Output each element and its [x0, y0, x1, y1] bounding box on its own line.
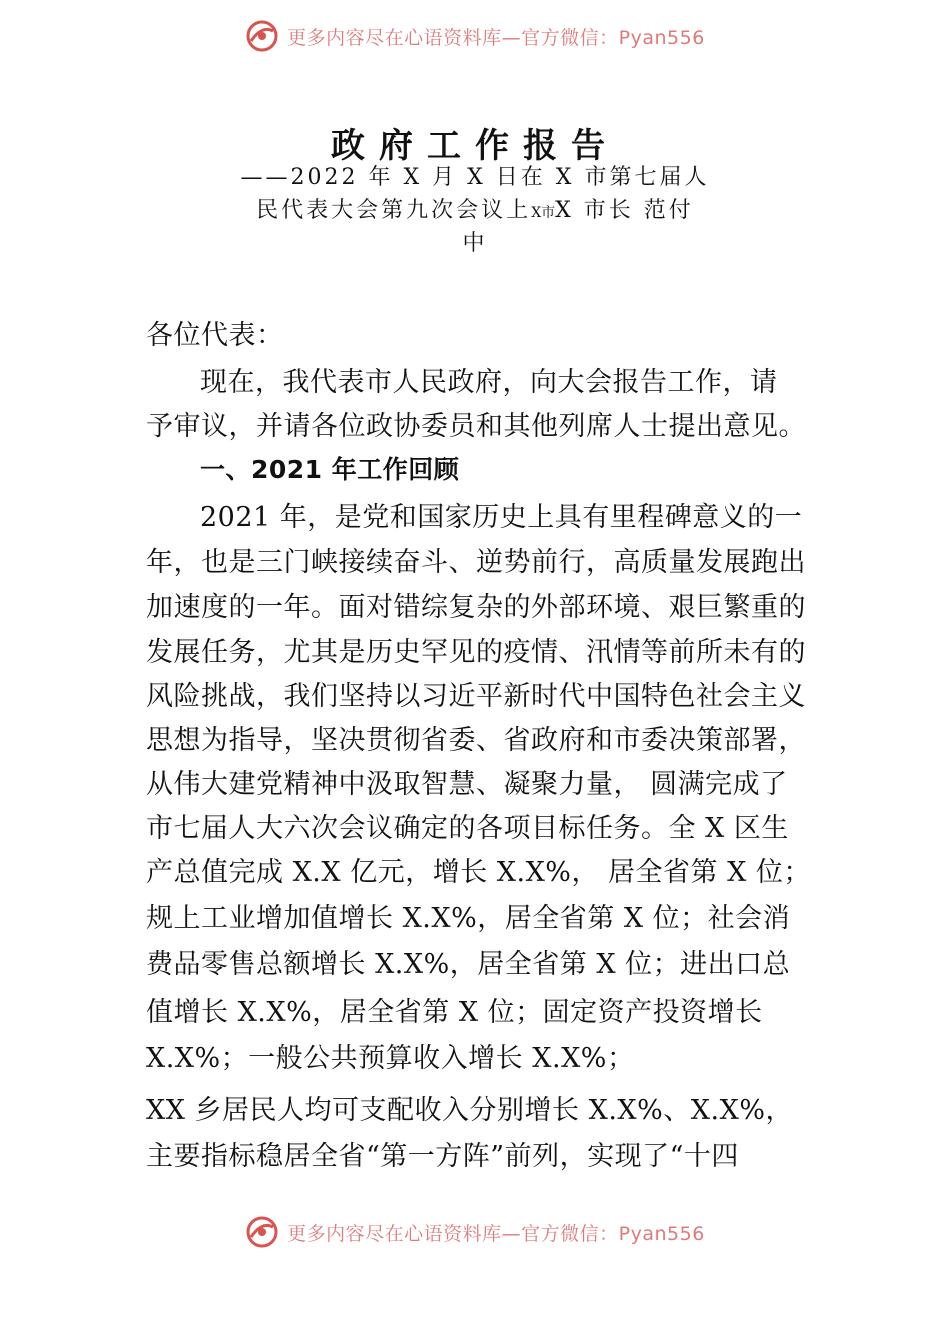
watermark-logo-icon: [245, 19, 279, 53]
paragraph-line: 风险挑战，我们坚持以习近平新时代中国特色社会主义: [146, 681, 806, 712]
document-title: 政府工作报告: [331, 126, 619, 166]
paragraph-line: XX 乡居民人均可支配收入分别增长 X.X%、X.X%，: [146, 1095, 793, 1126]
paragraph-line: 值增长 X.X%，居全省第 X 位；固定资产投资增长: [146, 997, 763, 1028]
paragraph-line: 予审议，并请各位政协委员和其他列席人士提出意见。: [146, 411, 806, 442]
paragraph-line: 市七届人大六次会议确定的各项目标任务。全 X 区生: [146, 813, 789, 844]
subtitle-line-2: [0, 193, 950, 224]
paragraph-line: 2021 年，是党和国家历史上具有里程碑意义的一: [200, 502, 803, 533]
paragraph-line: 年，也是三门峡接续奋斗、逆势前行，高质量发展跑出: [146, 547, 806, 578]
paragraph-line: 思想为指导，坚决贯彻省委、省政府和市委决策部署，: [146, 725, 806, 756]
paragraph-line: X.X%；一般公共预算收入增长 X.X%；: [146, 1043, 635, 1074]
paragraph-line: 规上工业增加值增长 X.X%，居全省第 X 位；社会消: [146, 903, 791, 934]
watermark-text: 更多内容尽在心语资料库—官方微信：Pyan556: [287, 1222, 705, 1245]
paragraph-line: 费品零售总额增长 X.X%，居全省第 X 位；进出口总: [146, 949, 791, 980]
watermark-header: [0, 16, 950, 56]
watermark-text: 更多内容尽在心语资料库—官方微信：Pyan556: [287, 26, 705, 49]
paragraph-line: 从伟大建党精神中汲取智慧、凝聚力量， 圆满完成了: [146, 769, 788, 800]
subtitle-line-3: 中: [462, 231, 488, 256]
paragraph-line: 产总值完成 X.X 亿元，增长 X.X%， 居全省第 X 位；: [146, 857, 811, 888]
paragraph-line: 加速度的一年。面对错综复杂的外部环境、艰巨繁重的: [146, 592, 806, 623]
salutation: 各位代表：: [146, 320, 284, 351]
watermark-logo-icon: [245, 1215, 279, 1249]
paragraph-line: 主要指标稳居全省“第一方阵”前列，实现了“十四: [146, 1141, 739, 1172]
paragraph-line: 现在，我代表市人民政府，向大会报告工作，请: [200, 367, 778, 398]
subtitle-line-2-small: X市: [531, 205, 556, 221]
paragraph-line: 发展任务，尤其是历史罕见的疫情、汛情等前所未有的: [146, 637, 806, 668]
subtitle-line-2-part-b: X 市长 范付: [555, 198, 694, 223]
subtitle-line-2-part-a: 民代表大会第九次会议上: [256, 198, 532, 223]
subtitle-line-1: ——2022 年 X 月 X 日在 X 市第七届人: [240, 165, 710, 190]
section-heading: 一、2021 年工作回顾: [200, 455, 460, 484]
watermark-footer: [0, 1212, 950, 1252]
